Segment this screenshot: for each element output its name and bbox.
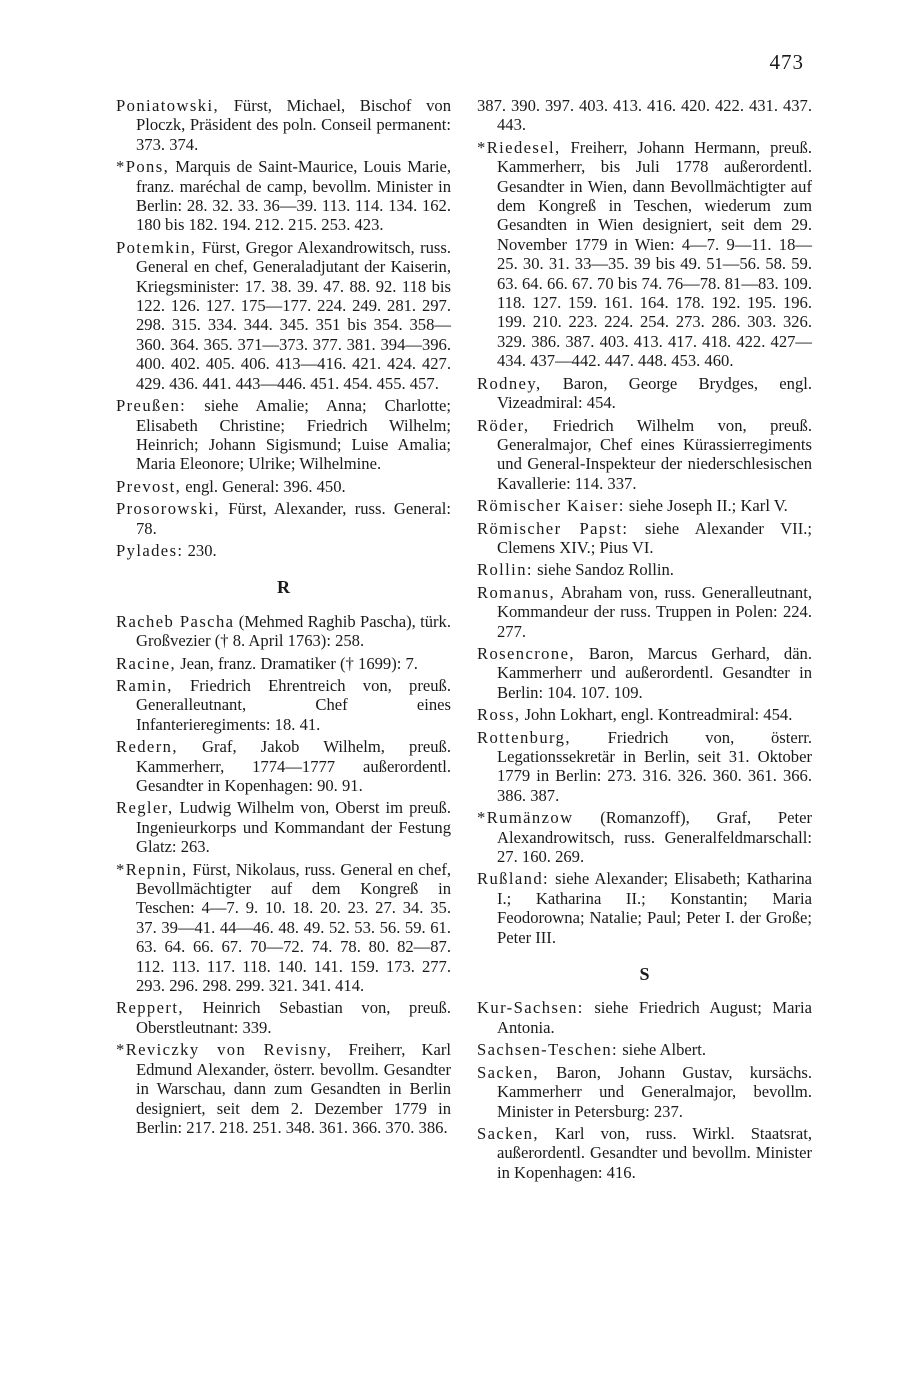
entry-text: Friedrich Ehrentreich von, preuß. Generalleutnant, Chef eines Infanterieregiments: 18. 41. <box>136 675 451 734</box>
index-entry <box>477 138 812 371</box>
entry-text: engl. General: 396. 450. <box>185 476 346 496</box>
index-entry <box>116 96 451 154</box>
entry-text: siehe Friedrich August; Maria Antonia. <box>497 998 813 1037</box>
entry-text: siehe Sandoz Rollin. <box>537 560 674 580</box>
entry-heading: Regler, <box>116 798 174 818</box>
index-entry <box>477 1040 812 1059</box>
index-entry <box>116 157 451 235</box>
entry-text: Marquis de Saint-Maurice, Louis Marie, franz. maréchal de camp, bevollm. Minister in Berlin: 28. 32. 33. 36—39. 113. 114. 134. 162. 180 bis 182. 194. 212. 215. 253. 423. <box>136 157 452 235</box>
entry-heading: Röder, <box>477 415 530 435</box>
index-entry <box>477 1124 812 1182</box>
index-entry <box>116 477 451 496</box>
index-entry <box>116 676 451 734</box>
index-entry <box>116 499 451 538</box>
entry-text: Graf, Jakob Wilhelm, preuß. Kammerherr, 1774—1777 außerordentl. Gesandter in Kopenhagen: 90. 91. <box>136 737 451 795</box>
index-entry <box>116 396 451 474</box>
left-entries-after <box>116 612 451 1138</box>
right-entries-before <box>477 96 812 947</box>
entry-text: Friedrich Wilhelm von, preuß. Generalmajor, Chef eines Kürassierregiments und General-Inspekteur der niederschlesischen Kavallerie: 114. 337. <box>497 415 812 493</box>
entry-heading: Rottenburg, <box>477 727 571 747</box>
entry-text: Baron, George Brydges, engl. Vizeadmiral: 454. <box>497 373 812 413</box>
entry-heading: *Rumänzow <box>477 808 574 828</box>
section-letter-r: R <box>277 577 290 598</box>
left-entries-before <box>116 96 451 560</box>
entry-text: 387. 390. 397. 403. 413. 416. 420. 422. 431. 437. 443. <box>477 96 812 135</box>
entry-heading: Sacken, <box>477 1062 539 1082</box>
entry-heading: *Pons, <box>116 157 170 177</box>
right-entries-after <box>477 998 812 1182</box>
entry-text: (Mehmed Raghib Pascha), türk. Großvezier († 8. April 1763): 258. <box>136 611 451 651</box>
entry-text: siehe Joseph II.; Karl V. <box>628 496 788 516</box>
entry-heading: Römischer Papst: <box>477 518 629 538</box>
entry-text: Heinrich Sebastian von, preuß. Oberstleutnant: 339. <box>136 998 451 1037</box>
index-entry <box>477 96 812 135</box>
entry-heading: Sachsen-Teschen: <box>477 1040 619 1060</box>
entry-heading: Racine, <box>116 653 177 673</box>
index-entry <box>477 416 812 494</box>
index-entry <box>477 728 812 806</box>
index-entry <box>477 998 812 1037</box>
entry-heading: Romanus, <box>477 582 556 602</box>
index-entry <box>477 705 812 724</box>
entry-heading: Ross, <box>477 705 521 725</box>
index-entry <box>477 583 812 641</box>
entry-text: Fürst, Gregor Alexandrowitsch, russ. General en chef, Generaladjutant der Kaiserin, Kriegsminister: 17. 38. 39. 47. 88. 92. 118 bis 122. 126. 127. 175—177. 224. 249. 281. 297. 298. 315. 334. 344. 345. 351 bis 354. 358—360. 364. 365. 371—373. 377. 381. 394—396. 400. 402. 405. 406. 413—416. 421. 424. 427. 429. 436. 441. 443—446. 451. 454. 455. 457. <box>136 237 451 393</box>
entry-text: Ludwig Wilhelm von, Oberst im preuß. Ingenieurkorps und Kommandant der Festung Glatz: 263. <box>136 798 452 857</box>
entry-heading: Potemkin, <box>116 237 197 257</box>
entry-heading: Rosencrone, <box>477 643 575 663</box>
entry-text: Karl von, russ. Wirkl. Staatsrat, außerordentl. Gesandter und bevollm. Minister in Kopenhagen: 416. <box>497 1123 812 1182</box>
left-column <box>116 96 451 1140</box>
index-entry <box>477 519 812 558</box>
index-entry <box>477 644 812 702</box>
index-entry <box>116 654 451 673</box>
entry-text: Abraham von, russ. Generalleutnant, Kommandeur der russ. Truppen in Polen: 224. 277. <box>497 582 812 641</box>
entry-text: siehe Albert. <box>622 1040 707 1060</box>
entry-text: Baron, Marcus Gerhard, dän. Kammerherr und außerordentl. Gesandter in Berlin: 104. 107. 109. <box>497 643 812 702</box>
entry-heading: Prevost, <box>116 476 182 496</box>
entry-heading: Reppert, <box>116 998 184 1018</box>
entry-text: Fürst, Michael, Bischof von Ploczk, Präsident des poln. Conseil permanent: 373. 374. <box>136 96 451 154</box>
entry-heading: Rollin: <box>477 560 533 580</box>
entry-heading: Preußen: <box>116 396 187 416</box>
index-entry <box>477 808 812 866</box>
entry-heading: Racheb Pascha <box>116 611 235 631</box>
entry-text: Freiherr, Johann Hermann, preuß. Kammerherr, bis Juli 1778 außerordentl. Gesandter in Wien, dann Bevollmächtigter auf dem Kongreß in Teschen, wiederum zum Gesandten in Wien designiert, seit dem 29. November 1779 in Wien: 4—7. 9—11. 18—25. 30. 31. 33—35. 39 bis 49. 51—56. 58. 59. 63. 64. 66. 67. 70 bis 74. 76—78. 81—83. 109. 118. 127. 159. 161. 164. 178. 192. 195. 196. 199. 210. 223. 224. 254. 273. 286. 303. 326. 329. 386. 387. 403. 413. 417. 418. 422. 427—434. 437—442. 447. 448. 453. 460. <box>497 137 813 371</box>
index-entry <box>116 238 451 393</box>
entry-heading: Römischer Kaiser: <box>477 496 625 516</box>
entry-heading: Poniatowski, <box>116 96 220 115</box>
entry-text: Fürst, Alexander, russ. General: 78. <box>136 499 451 538</box>
entry-heading: *Repnin, <box>116 859 188 879</box>
entry-heading: *Riedesel, <box>477 137 561 157</box>
index-entry <box>477 1063 812 1121</box>
entry-text: siehe Amalie; Anna; Charlotte; Elisabeth Christine; Friedrich Wilhelm; Heinrich; Johann Sigismund; Luise Amalia; Maria Eleonore; Ulrike; Wilhelmine. <box>136 396 451 474</box>
entry-heading: Prosorowski, <box>116 499 220 519</box>
page-number: 473 <box>769 50 804 74</box>
right-column <box>477 96 812 1185</box>
entry-heading: Rußland: <box>477 869 550 889</box>
entry-text: Friedrich von, österr. Legationssekretär in Berlin, seit 31. Oktober 1779 in Berlin: 273. 316. 326. 360. 361. 366. 386. 387. <box>497 727 812 805</box>
index-entry <box>116 541 451 560</box>
entry-text: Freiherr, Karl Edmund Alexander, österr. bevollm. Gesandter in Warschau, dann zum Gesandten in Berlin designiert, seit dem 2. Dezember 1779 in Berlin: 217. 218. 251. 348. 361. 366. 370. 386. <box>136 1040 451 1137</box>
index-entry <box>116 612 451 651</box>
index-entry <box>116 998 451 1037</box>
entry-text: Jean, franz. Dramatiker († 1699): 7. <box>180 653 418 673</box>
index-entry <box>477 496 812 515</box>
entry-text: siehe Alexander VII.; Clemens XIV.; Pius VI. <box>497 518 812 557</box>
entry-text: Fürst, Nikolaus, russ. General en chef, Bevollmächtigter auf dem Kongreß in Teschen: 4—7. 9. 10. 18. 20. 23. 27. 34. 35. 37. 39—41. 44—46. 48. 49. 52. 53. 56. 59. 61. 63. 64. 66. 67. 70—72. 74. 78. 80. 82—87. 112. 113. 117. 118. 140. 141. 159. 173. 277. 293. 296. 298. 299. 321. 341. 414. <box>136 859 451 996</box>
index-entry <box>477 560 812 579</box>
entry-heading: Redern, <box>116 737 178 757</box>
entry-heading: Rodney, <box>477 373 542 393</box>
entry-heading: Sacken, <box>477 1123 539 1143</box>
entry-text: Baron, Johann Gustav, kursächs. Kammerherr und Generalmajor, bevollm. Minister in Petersburg: 237. <box>497 1062 812 1121</box>
index-entry <box>116 737 451 795</box>
index-entry <box>477 869 812 947</box>
entry-heading: Pylades: <box>116 540 184 560</box>
index-entry <box>477 374 812 413</box>
index-entry <box>116 798 451 856</box>
section-letter-s: S <box>639 964 650 985</box>
entry-heading: *Reviczky von Revisny, <box>116 1040 333 1060</box>
entry-heading: Ramin, <box>116 675 173 695</box>
entry-text: 230. <box>187 540 217 560</box>
index-entry <box>116 1040 451 1137</box>
entry-heading: Kur-Sachsen: <box>477 998 584 1018</box>
index-entry <box>116 860 451 996</box>
entry-text: (Romanzoff), Graf, Peter Alexandrowitsch, russ. Generalfeldmarschall: 27. 160. 269. <box>497 808 812 867</box>
entry-text: John Lokhart, engl. Kontreadmiral: 454. <box>524 705 793 725</box>
entry-text: siehe Alexander; Elisabeth; Katharina I.; Katharina II.; Konstantin; Maria Feodorowna; Natalie; Paul; Peter I. der Große; Peter III. <box>497 869 812 947</box>
